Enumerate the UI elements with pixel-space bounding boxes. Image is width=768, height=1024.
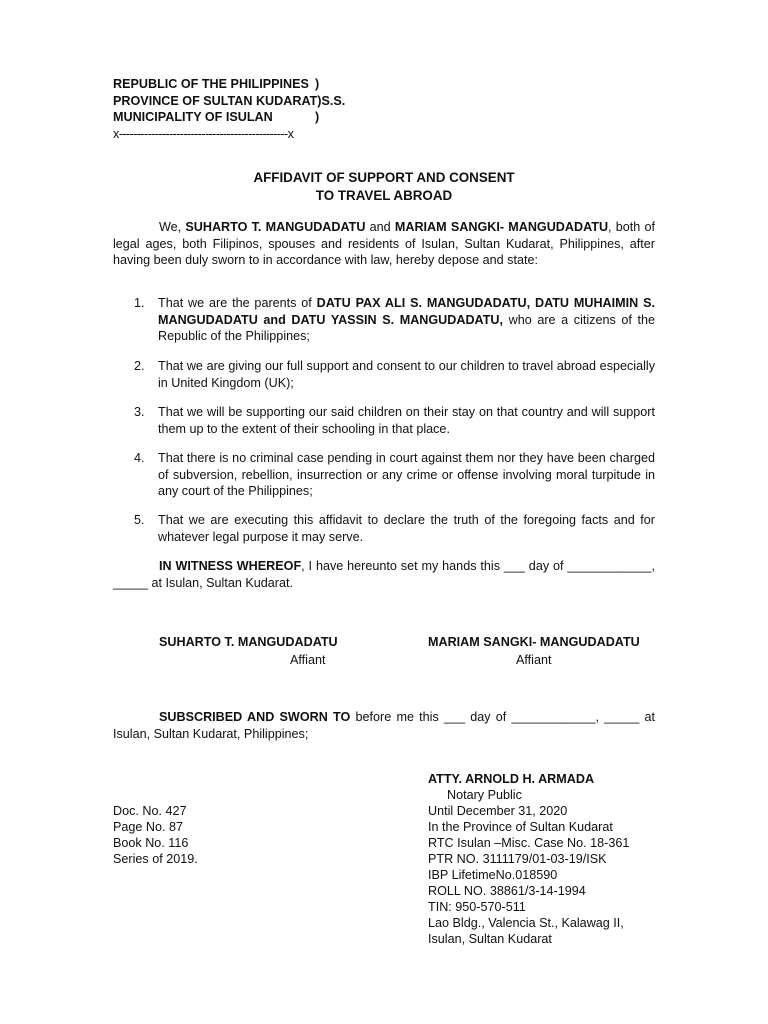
series-year: Series of 2019. (113, 852, 198, 866)
notary-ibp: IBP LifetimeNo.018590 (428, 868, 558, 882)
notary-title: Notary Public (447, 788, 522, 802)
venue-caption (113, 76, 345, 142)
notary-address-2: Isulan, Sultan Kudarat (428, 932, 552, 946)
item-children-names: DATU PAX ALI S. MANGUDADATU, DATU MUHAIMIN S. MANGUDADATU and DATU YASSIN S. MANGUDADATU, (158, 296, 655, 327)
item-text (158, 295, 655, 345)
item-number: 2. (134, 359, 145, 373)
caption-province: PROVINCE OF SULTAN KUDARAT)S.S. (113, 93, 346, 108)
title-line-2: TO TRAVEL ABROAD (315, 188, 453, 203)
caption-republic-text: REPUBLIC OF THE PHILIPPINES (113, 77, 309, 91)
affiant-1-name: SUHARTO T. MANGUDADATU (159, 635, 338, 649)
caption-separator: x-----------------------------------------------x (113, 126, 294, 141)
statement-item (113, 450, 655, 500)
item-number: 3. (134, 405, 145, 419)
jurat-text: before me this ___ day of ____________, _____ at Isulan, Sultan Kudarat, Philippines; (113, 710, 655, 741)
intro-and: and (365, 220, 395, 234)
notary-tin: TIN: 950-570-511 (428, 900, 526, 914)
statement-item (113, 404, 655, 437)
item-text: That we are executing this affidavit to declare the truth of the foregoing facts and for whatever legal purpose it may serve. (158, 513, 655, 544)
notary-roll: ROLL NO. 38861/3-14-1994 (428, 884, 586, 898)
witness-heading: IN WITNESS WHEREOF (159, 559, 302, 573)
caption-republic (113, 76, 345, 93)
intro-paragraph (113, 219, 655, 269)
witness-paragraph (113, 558, 655, 591)
doc-number: Doc. No. 427 (113, 804, 187, 818)
signature-block-2 (428, 633, 640, 669)
notary-case: RTC Isulan –Misc. Case No. 18-361 (428, 836, 630, 850)
intro-we: We, (159, 220, 186, 234)
notary-block (428, 771, 629, 947)
intro-affiant-1: SUHARTO T. MANGUDADATU (185, 220, 366, 234)
title-line-1: AFFIDAVIT OF SUPPORT AND CONSENT (253, 170, 515, 185)
caption-paren: ) (315, 110, 320, 124)
affiant-2-name: MARIAM SANGKI- MANGUDADATU (428, 635, 640, 649)
notary-province: In the Province of Sultan Kudarat (428, 820, 613, 834)
item-text: That we will be supporting our said children on their stay on that country and will support them up to the extent of their schooling in that place. (158, 405, 655, 436)
item-number: 5. (134, 513, 145, 527)
item-text: That we are giving our full support and consent to our children to travel abroad especially in United Kingdom (UK); (158, 359, 655, 390)
notary-commission: Until December 31, 2020 (428, 804, 568, 818)
caption-municipality (113, 109, 345, 126)
document-title (0, 169, 768, 205)
notary-address-1: Lao Bldg., Valencia St., Kalawag II, (428, 916, 624, 930)
item-number: 4. (134, 451, 145, 465)
intro-rest: , both of legal ages, both Filipinos, spouses and residents of Isulan, Sultan Kudarat, Philippines, after having been duly sworn to in accordance with law, hereby depose and state: (113, 220, 655, 267)
jurat-heading: SUBSCRIBED AND SWORN TO (159, 710, 351, 724)
notary-ptr: PTR NO. 3111179/01-03-19/ISK (428, 852, 607, 866)
item-number: 1. (134, 296, 145, 310)
jurat-paragraph (113, 709, 655, 742)
caption-paren: ) (315, 77, 320, 91)
affiant-1-role: Affiant (290, 653, 326, 667)
item-text-post: who are a citizens of the Republic of the Philippines; (158, 312, 656, 343)
statement-item (113, 295, 655, 345)
caption-municipality-text: MUNICIPALITY OF ISULAN (113, 110, 273, 124)
item-text: That there is no criminal case pending in court against them nor they have been charged of subversion, rebellion, insurrection or any crime or offense involving moral turpitude in any court of the Philippines; (158, 451, 655, 498)
page-number: Page No. 87 (113, 820, 184, 834)
document-registry (113, 803, 198, 867)
statement-item (113, 512, 655, 545)
intro-affiant-2: MARIAM SANGKI- MANGUDADATU (394, 220, 609, 234)
item-text-pre: That we are the parents of (158, 296, 317, 310)
notary-name: ATTY. ARNOLD H. ARMADA (428, 772, 595, 786)
affiant-2-role: Affiant (516, 653, 552, 667)
witness-text: , I have hereunto set my hands this ___ day of ____________, _____ at Isulan, Sultan Kudarat. (113, 559, 655, 590)
statement-item (113, 358, 655, 391)
signature-block-1 (159, 633, 338, 669)
book-number: Book No. 116 (113, 836, 189, 850)
